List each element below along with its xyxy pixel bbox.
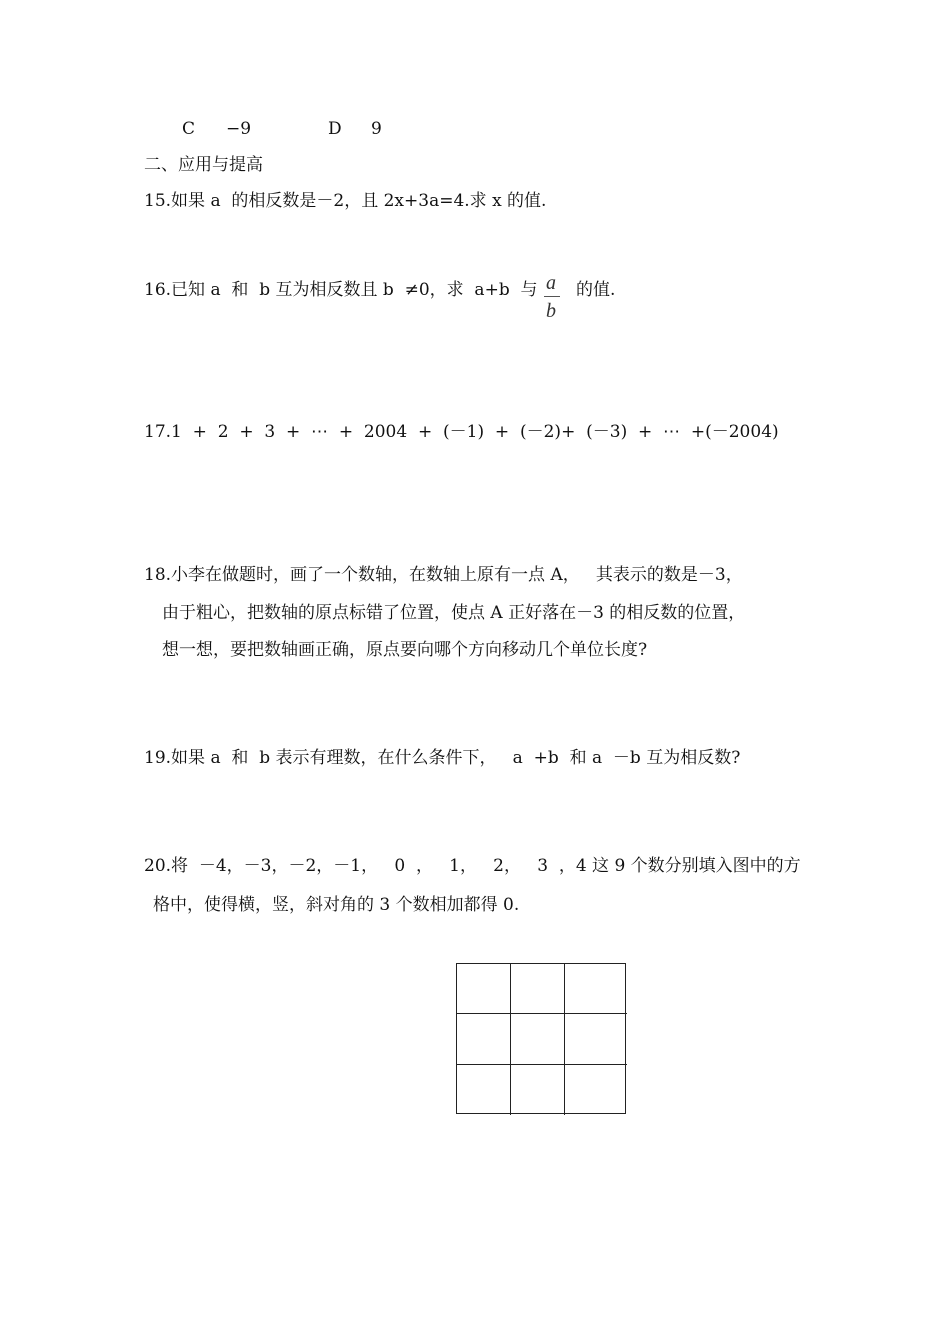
question-15: 15.如果 a 的相反数是－2，且 2x+3a=4.求 x 的值. bbox=[144, 191, 547, 211]
option-d-label: D bbox=[328, 119, 342, 139]
magic-square-grid bbox=[456, 963, 626, 1114]
fraction-denominator: b bbox=[546, 300, 556, 322]
grid-cell bbox=[565, 964, 627, 1014]
grid-cell bbox=[511, 964, 565, 1014]
option-d-value: 9 bbox=[371, 119, 382, 139]
question-18-line-1: 18.小李在做题时，画了一个数轴，在数轴上原有一点 A， 其表示的数是－3， bbox=[144, 565, 743, 585]
section-title: 二、应用与提高 bbox=[144, 155, 263, 175]
fraction-bar bbox=[544, 296, 560, 297]
grid-cell bbox=[457, 1065, 511, 1115]
question-19: 19.如果 a 和 b 表示有理数，在什么条件下， a +b 和 a －b 互为相反数? bbox=[144, 748, 741, 768]
question-18-line-3: 想一想，要把数轴画正确，原点要向哪个方向移动几个单位长度? bbox=[162, 640, 648, 660]
grid-cell bbox=[565, 1014, 627, 1065]
fraction-numerator: a bbox=[546, 272, 556, 294]
question-17: 17.1 + 2 + 3 + ⋯ + 2004 + (－1) + (－2)+ (－3) + ⋯ +(－2004) bbox=[144, 422, 779, 442]
grid-cell bbox=[457, 964, 511, 1014]
option-c-value: −9 bbox=[226, 119, 252, 139]
question-16-tail: 的值. bbox=[576, 280, 616, 300]
grid-cell bbox=[457, 1014, 511, 1065]
question-18-line-2: 由于粗心，把数轴的原点标错了位置，使点 A 正好落在－3 的相反数的位置， bbox=[162, 603, 746, 623]
grid-cell bbox=[511, 1065, 565, 1115]
grid-cell bbox=[511, 1014, 565, 1065]
question-16-text: 16.已知 a 和 b 互为相反数且 b ≠0，求 a+b 与 bbox=[144, 280, 538, 300]
question-20-line-1: 20.将 －4，－3，－2，－1， 0 ， 1， 2， 3 ，4 这 9 个数分别填入图中的方 bbox=[144, 856, 801, 876]
option-c-label: C bbox=[182, 119, 196, 139]
question-20-line-2: 格中，使得横，竖，斜对角的 3 个数相加都得 0. bbox=[153, 895, 520, 915]
grid-cell bbox=[565, 1065, 627, 1115]
